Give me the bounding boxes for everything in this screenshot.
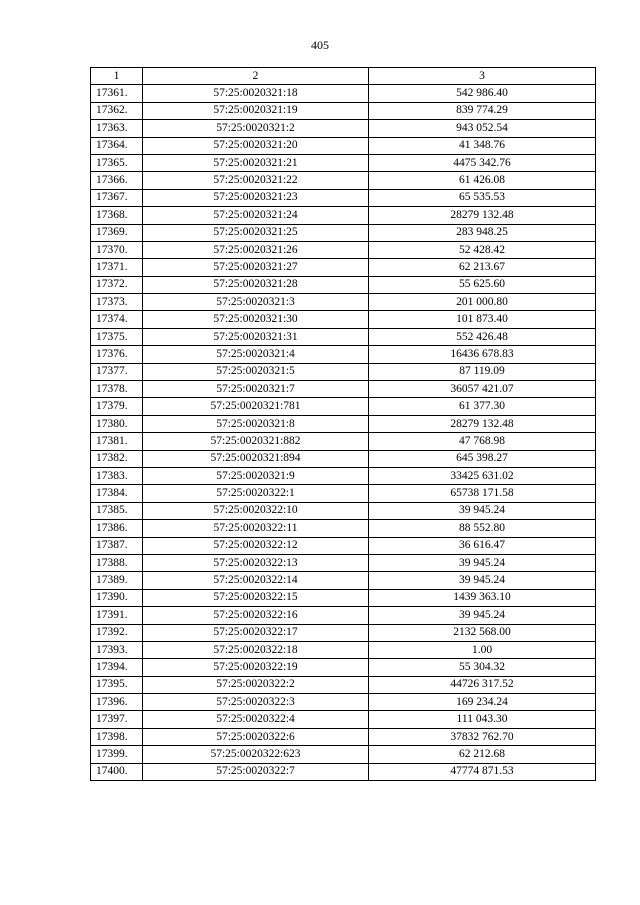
cadastral-number-cell: 57:25:0020322:623 xyxy=(143,746,369,763)
table-row xyxy=(91,381,596,398)
cadastral-value-cell: 2132 568.00 xyxy=(369,624,596,641)
row-number-cell: 17391. xyxy=(91,607,143,624)
row-number-cell: 17366. xyxy=(91,172,143,189)
cadastral-number-cell: 57:25:0020322:18 xyxy=(143,641,369,658)
row-number-cell: 17380. xyxy=(91,415,143,432)
table-row xyxy=(91,415,596,432)
table-row xyxy=(91,520,596,537)
cadastral-value-cell: 28279 132.48 xyxy=(369,207,596,224)
cadastral-value-cell: 39 945.24 xyxy=(369,572,596,589)
row-number-cell: 17367. xyxy=(91,189,143,206)
row-number-cell: 17388. xyxy=(91,554,143,571)
cadastral-number-cell: 57:25:0020322:2 xyxy=(143,676,369,693)
cadastral-value-cell: 101 873.40 xyxy=(369,311,596,328)
row-number-cell: 17364. xyxy=(91,137,143,154)
row-number-cell: 17396. xyxy=(91,694,143,711)
table-row xyxy=(91,346,596,363)
row-number-cell: 17397. xyxy=(91,711,143,728)
cadastral-number-cell: 57:25:0020321:30 xyxy=(143,311,369,328)
table-row xyxy=(91,154,596,171)
cadastral-number-cell: 57:25:0020321:21 xyxy=(143,154,369,171)
table-row xyxy=(91,328,596,345)
table-row xyxy=(91,259,596,276)
row-number-cell: 17390. xyxy=(91,589,143,606)
row-number-cell: 17378. xyxy=(91,381,143,398)
cadastral-value-cell: 201 000.80 xyxy=(369,294,596,311)
cadastral-number-cell: 57:25:0020321:22 xyxy=(143,172,369,189)
cadastral-value-cell: 65 535.53 xyxy=(369,189,596,206)
row-number-cell: 17375. xyxy=(91,328,143,345)
cadastral-value-cell: 61 377.30 xyxy=(369,398,596,415)
cadastral-number-cell: 57:25:0020321:25 xyxy=(143,224,369,241)
row-number-cell: 17385. xyxy=(91,502,143,519)
cadastral-number-cell: 57:25:0020321:24 xyxy=(143,207,369,224)
row-number-cell: 17386. xyxy=(91,520,143,537)
cadastral-number-cell: 57:25:0020322:3 xyxy=(143,694,369,711)
table-row xyxy=(91,763,596,780)
table-row xyxy=(91,363,596,380)
table-row xyxy=(91,172,596,189)
row-number-cell: 17376. xyxy=(91,346,143,363)
cadastral-value-cell: 645 398.27 xyxy=(369,450,596,467)
row-number-cell: 17379. xyxy=(91,398,143,415)
header-row xyxy=(91,68,596,85)
row-number-cell: 17384. xyxy=(91,485,143,502)
cadastral-number-cell: 57:25:0020322:4 xyxy=(143,711,369,728)
cadastral-value-cell: 62 213.67 xyxy=(369,259,596,276)
row-number-cell: 17365. xyxy=(91,154,143,171)
column-header-value: 3 xyxy=(369,68,596,85)
cadastral-value-cell: 16436 678.83 xyxy=(369,346,596,363)
table-row xyxy=(91,311,596,328)
cadastral-value-cell: 55 304.32 xyxy=(369,659,596,676)
table-row xyxy=(91,676,596,693)
cadastral-number-cell: 57:25:0020322:1 xyxy=(143,485,369,502)
row-number-cell: 17363. xyxy=(91,120,143,137)
column-header-number: 1 xyxy=(91,68,143,85)
cadastral-value-cell: 88 552.80 xyxy=(369,520,596,537)
row-number-cell: 17381. xyxy=(91,433,143,450)
row-number-cell: 17377. xyxy=(91,363,143,380)
cadastral-value-cell: 39 945.24 xyxy=(369,607,596,624)
table-header xyxy=(91,68,596,85)
cadastral-value-table xyxy=(90,67,596,781)
table-row xyxy=(91,294,596,311)
table-row xyxy=(91,572,596,589)
row-number-cell: 17393. xyxy=(91,641,143,658)
table-row xyxy=(91,746,596,763)
table-row xyxy=(91,85,596,102)
cadastral-number-cell: 57:25:0020321:781 xyxy=(143,398,369,415)
cadastral-number-cell: 57:25:0020322:19 xyxy=(143,659,369,676)
row-number-cell: 17371. xyxy=(91,259,143,276)
table-row xyxy=(91,659,596,676)
cadastral-number-cell: 57:25:0020321:5 xyxy=(143,363,369,380)
cadastral-number-cell: 57:25:0020321:882 xyxy=(143,433,369,450)
cadastral-value-cell: 169 234.24 xyxy=(369,694,596,711)
cadastral-value-cell: 552 426.48 xyxy=(369,328,596,345)
row-number-cell: 17389. xyxy=(91,572,143,589)
row-number-cell: 17374. xyxy=(91,311,143,328)
cadastral-value-cell: 37832 762.70 xyxy=(369,728,596,745)
table-row xyxy=(91,102,596,119)
table-row xyxy=(91,554,596,571)
table-row xyxy=(91,537,596,554)
row-number-cell: 17383. xyxy=(91,467,143,484)
cadastral-value-cell: 36057 421.07 xyxy=(369,381,596,398)
cadastral-value-cell: 28279 132.48 xyxy=(369,415,596,432)
cadastral-value-cell: 542 986.40 xyxy=(369,85,596,102)
row-number-cell: 17394. xyxy=(91,659,143,676)
cadastral-number-cell: 57:25:0020321:894 xyxy=(143,450,369,467)
table-row xyxy=(91,120,596,137)
table-row xyxy=(91,728,596,745)
table-row xyxy=(91,502,596,519)
cadastral-number-cell: 57:25:0020321:4 xyxy=(143,346,369,363)
cadastral-number-cell: 57:25:0020321:28 xyxy=(143,276,369,293)
table-row xyxy=(91,607,596,624)
row-number-cell: 17400. xyxy=(91,763,143,780)
row-number-cell: 17372. xyxy=(91,276,143,293)
cadastral-number-cell: 57:25:0020322:14 xyxy=(143,572,369,589)
table-row xyxy=(91,276,596,293)
table-row xyxy=(91,189,596,206)
cadastral-value-cell: 55 625.60 xyxy=(369,276,596,293)
cadastral-number-cell: 57:25:0020322:16 xyxy=(143,607,369,624)
cadastral-number-cell: 57:25:0020321:3 xyxy=(143,294,369,311)
cadastral-number-cell: 57:25:0020321:7 xyxy=(143,381,369,398)
table-row xyxy=(91,241,596,258)
cadastral-value-cell: 39 945.24 xyxy=(369,502,596,519)
cadastral-number-cell: 57:25:0020322:13 xyxy=(143,554,369,571)
cadastral-value-cell: 41 348.76 xyxy=(369,137,596,154)
cadastral-number-cell: 57:25:0020321:23 xyxy=(143,189,369,206)
row-number-cell: 17373. xyxy=(91,294,143,311)
cadastral-number-cell: 57:25:0020321:19 xyxy=(143,102,369,119)
table-row xyxy=(91,467,596,484)
cadastral-value-cell: 4475 342.76 xyxy=(369,154,596,171)
table-row xyxy=(91,224,596,241)
row-number-cell: 17395. xyxy=(91,676,143,693)
cadastral-value-cell: 36 616.47 xyxy=(369,537,596,554)
cadastral-number-cell: 57:25:0020322:17 xyxy=(143,624,369,641)
column-header-cadastral-number: 2 xyxy=(143,68,369,85)
cadastral-value-cell: 62 212.68 xyxy=(369,746,596,763)
cadastral-number-cell: 57:25:0020321:27 xyxy=(143,259,369,276)
row-number-cell: 17361. xyxy=(91,85,143,102)
cadastral-value-cell: 39 945.24 xyxy=(369,554,596,571)
row-number-cell: 17399. xyxy=(91,746,143,763)
table-row xyxy=(91,694,596,711)
table-row xyxy=(91,450,596,467)
cadastral-number-cell: 57:25:0020321:26 xyxy=(143,241,369,258)
row-number-cell: 17369. xyxy=(91,224,143,241)
table-row xyxy=(91,433,596,450)
table-row xyxy=(91,641,596,658)
cadastral-value-cell: 61 426.08 xyxy=(369,172,596,189)
cadastral-value-cell: 283 948.25 xyxy=(369,224,596,241)
page-number: 405 xyxy=(311,38,329,52)
cadastral-number-cell: 57:25:0020321:20 xyxy=(143,137,369,154)
cadastral-value-cell: 33425 631.02 xyxy=(369,467,596,484)
cadastral-value-cell: 87 119.09 xyxy=(369,363,596,380)
cadastral-number-cell: 57:25:0020322:15 xyxy=(143,589,369,606)
table-row xyxy=(91,624,596,641)
table-row xyxy=(91,207,596,224)
cadastral-number-cell: 57:25:0020322:11 xyxy=(143,520,369,537)
cadastral-number-cell: 57:25:0020321:18 xyxy=(143,85,369,102)
row-number-cell: 17370. xyxy=(91,241,143,258)
table-row xyxy=(91,137,596,154)
cadastral-value-cell: 111 043.30 xyxy=(369,711,596,728)
cadastral-number-cell: 57:25:0020321:8 xyxy=(143,415,369,432)
row-number-cell: 17362. xyxy=(91,102,143,119)
row-number-cell: 17387. xyxy=(91,537,143,554)
table-row xyxy=(91,398,596,415)
cadastral-number-cell: 57:25:0020321:2 xyxy=(143,120,369,137)
table-row xyxy=(91,711,596,728)
cadastral-value-cell: 1.00 xyxy=(369,641,596,658)
cadastral-number-cell: 57:25:0020322:7 xyxy=(143,763,369,780)
cadastral-number-cell: 57:25:0020322:6 xyxy=(143,728,369,745)
cadastral-number-cell: 57:25:0020321:31 xyxy=(143,328,369,345)
cadastral-value-cell: 839 774.29 xyxy=(369,102,596,119)
cadastral-value-cell: 47 768.98 xyxy=(369,433,596,450)
cadastral-value-cell: 47774 871.53 xyxy=(369,763,596,780)
row-number-cell: 17392. xyxy=(91,624,143,641)
cadastral-value-cell: 52 428.42 xyxy=(369,241,596,258)
cadastral-value-cell: 1439 363.10 xyxy=(369,589,596,606)
table-body xyxy=(91,85,596,781)
cadastral-number-cell: 57:25:0020321:9 xyxy=(143,467,369,484)
row-number-cell: 17382. xyxy=(91,450,143,467)
table-row xyxy=(91,589,596,606)
table-row xyxy=(91,485,596,502)
cadastral-value-cell: 65738 171.58 xyxy=(369,485,596,502)
cadastral-number-cell: 57:25:0020322:10 xyxy=(143,502,369,519)
cadastral-number-cell: 57:25:0020322:12 xyxy=(143,537,369,554)
cadastral-value-cell: 44726 317.52 xyxy=(369,676,596,693)
cadastral-value-cell: 943 052.54 xyxy=(369,120,596,137)
row-number-cell: 17398. xyxy=(91,728,143,745)
row-number-cell: 17368. xyxy=(91,207,143,224)
